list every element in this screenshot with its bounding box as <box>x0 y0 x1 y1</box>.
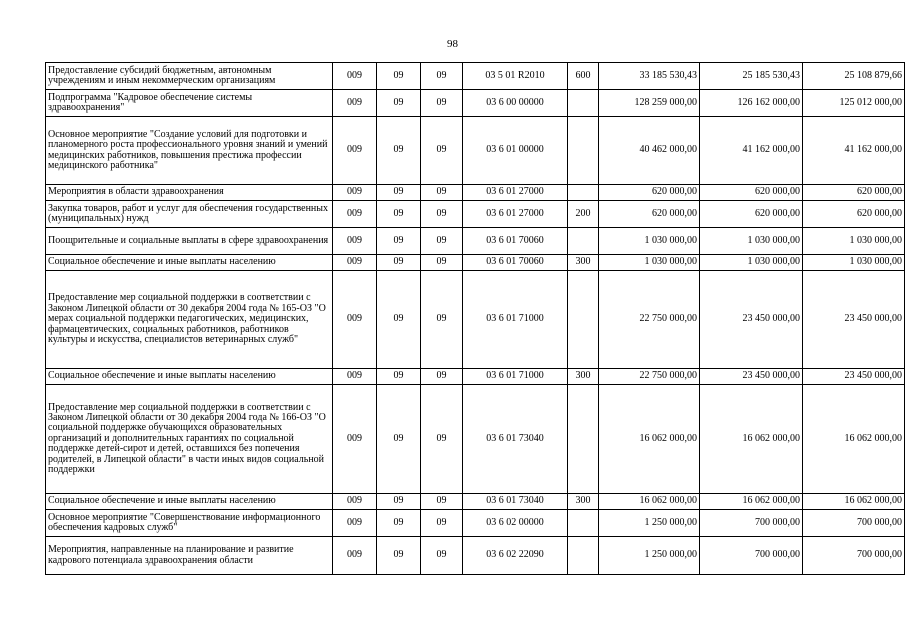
amount-year-2: 41 162 000,00 <box>700 117 803 185</box>
expense-type-code <box>568 510 599 537</box>
item-name: Мероприятия, направленные на планирование и развитие кадрового потенциала здравоохранения области <box>46 537 333 575</box>
subsection-code: 09 <box>421 255 463 271</box>
item-name: Закупка товаров, работ и услуг для обеспечения государственных (муниципальных) нужд <box>46 201 333 228</box>
amount-year-3: 1 030 000,00 <box>803 255 905 271</box>
subsection-code: 09 <box>421 537 463 575</box>
expense-type-code: 300 <box>568 494 599 510</box>
amount-year-3: 620 000,00 <box>803 185 905 201</box>
table-body <box>46 63 905 575</box>
target-article-code: 03 6 01 27000 <box>463 201 568 228</box>
table-row <box>46 271 905 369</box>
expense-type-code <box>568 90 599 117</box>
table-row <box>46 117 905 185</box>
section-code: 09 <box>377 369 421 385</box>
ministry-code: 009 <box>333 185 377 201</box>
ministry-code: 009 <box>333 385 377 494</box>
target-article-code: 03 6 01 70060 <box>463 228 568 255</box>
ministry-code: 009 <box>333 63 377 90</box>
table-row <box>46 228 905 255</box>
amount-year-2: 23 450 000,00 <box>700 271 803 369</box>
item-name: Предоставление мер социальной поддержки в соответствии с Законом Липецкой области от 30 декабря 2004 года № 166-ОЗ "О социальной поддержке обучающихся образовательных организаций и дополнительных гарантиях по социальной поддержке детей-сирот и детей, оставшихся без попечения родителей, в Липецкой области" в части иных видов социальной поддержки <box>46 385 333 494</box>
target-article-code: 03 6 02 22090 <box>463 537 568 575</box>
section-code: 09 <box>377 271 421 369</box>
amount-year-2: 620 000,00 <box>700 185 803 201</box>
subsection-code: 09 <box>421 369 463 385</box>
subsection-code: 09 <box>421 228 463 255</box>
subsection-code: 09 <box>421 185 463 201</box>
item-name: Предоставление мер социальной поддержки в соответствии с Законом Липецкой области от 30 декабря 2004 года № 165-ОЗ "О мерах социальной поддержки педагогических, медицинских, фармацевтических, социальных работников, работников культуры и искусства, специалистов ветеринарных служб" <box>46 271 333 369</box>
item-name: Основное мероприятие "Совершенствование информационного обеспечения кадровых служб" <box>46 510 333 537</box>
expense-type-code: 600 <box>568 63 599 90</box>
budget-table <box>45 62 905 575</box>
subsection-code: 09 <box>421 63 463 90</box>
amount-year-3: 125 012 000,00 <box>803 90 905 117</box>
ministry-code: 009 <box>333 494 377 510</box>
target-article-code: 03 6 01 70060 <box>463 255 568 271</box>
ministry-code: 009 <box>333 117 377 185</box>
amount-year-3: 23 450 000,00 <box>803 271 905 369</box>
amount-year-3: 700 000,00 <box>803 537 905 575</box>
amount-year-3: 1 030 000,00 <box>803 228 905 255</box>
amount-year-2: 25 185 530,43 <box>700 63 803 90</box>
target-article-code: 03 6 00 00000 <box>463 90 568 117</box>
amount-year-3: 16 062 000,00 <box>803 494 905 510</box>
item-name: Социальное обеспечение и иные выплаты населению <box>46 494 333 510</box>
section-code: 09 <box>377 255 421 271</box>
table-row <box>46 510 905 537</box>
amount-year-1: 1 250 000,00 <box>599 537 700 575</box>
expense-type-code <box>568 537 599 575</box>
amount-year-1: 16 062 000,00 <box>599 494 700 510</box>
table-row <box>46 494 905 510</box>
table-row <box>46 63 905 90</box>
ministry-code: 009 <box>333 537 377 575</box>
amount-year-1: 128 259 000,00 <box>599 90 700 117</box>
item-name: Социальное обеспечение и иные выплаты населению <box>46 255 333 271</box>
expense-type-code <box>568 185 599 201</box>
target-article-code: 03 6 01 00000 <box>463 117 568 185</box>
target-article-code: 03 6 01 71000 <box>463 271 568 369</box>
amount-year-1: 1 030 000,00 <box>599 255 700 271</box>
subsection-code: 09 <box>421 494 463 510</box>
subsection-code: 09 <box>421 117 463 185</box>
target-article-code: 03 5 01 R2010 <box>463 63 568 90</box>
subsection-code: 09 <box>421 201 463 228</box>
table-row <box>46 537 905 575</box>
amount-year-2: 1 030 000,00 <box>700 228 803 255</box>
section-code: 09 <box>377 201 421 228</box>
ministry-code: 009 <box>333 228 377 255</box>
subsection-code: 09 <box>421 90 463 117</box>
amount-year-2: 16 062 000,00 <box>700 494 803 510</box>
target-article-code: 03 6 02 00000 <box>463 510 568 537</box>
target-article-code: 03 6 01 71000 <box>463 369 568 385</box>
item-name: Поощрительные и социальные выплаты в сфере здравоохранения <box>46 228 333 255</box>
table-row <box>46 369 905 385</box>
ministry-code: 009 <box>333 271 377 369</box>
expense-type-code <box>568 228 599 255</box>
amount-year-1: 1 250 000,00 <box>599 510 700 537</box>
amount-year-3: 16 062 000,00 <box>803 385 905 494</box>
table-row <box>46 255 905 271</box>
amount-year-1: 16 062 000,00 <box>599 385 700 494</box>
table-row <box>46 385 905 494</box>
section-code: 09 <box>377 63 421 90</box>
section-code: 09 <box>377 185 421 201</box>
ministry-code: 009 <box>333 510 377 537</box>
amount-year-2: 126 162 000,00 <box>700 90 803 117</box>
target-article-code: 03 6 01 73040 <box>463 494 568 510</box>
page-number: 98 <box>447 38 458 50</box>
amount-year-1: 22 750 000,00 <box>599 271 700 369</box>
amount-year-1: 22 750 000,00 <box>599 369 700 385</box>
expense-type-code: 200 <box>568 201 599 228</box>
section-code: 09 <box>377 117 421 185</box>
expense-type-code: 300 <box>568 369 599 385</box>
amount-year-3: 700 000,00 <box>803 510 905 537</box>
amount-year-2: 16 062 000,00 <box>700 385 803 494</box>
amount-year-1: 40 462 000,00 <box>599 117 700 185</box>
amount-year-1: 33 185 530,43 <box>599 63 700 90</box>
section-code: 09 <box>377 228 421 255</box>
item-name: Социальное обеспечение и иные выплаты населению <box>46 369 333 385</box>
subsection-code: 09 <box>421 271 463 369</box>
expense-type-code: 300 <box>568 255 599 271</box>
ministry-code: 009 <box>333 369 377 385</box>
amount-year-1: 1 030 000,00 <box>599 228 700 255</box>
section-code: 09 <box>377 385 421 494</box>
item-name: Подпрограмма "Кадровое обеспечение системы здравоохранения" <box>46 90 333 117</box>
section-code: 09 <box>377 510 421 537</box>
amount-year-1: 620 000,00 <box>599 201 700 228</box>
amount-year-2: 700 000,00 <box>700 510 803 537</box>
subsection-code: 09 <box>421 510 463 537</box>
amount-year-2: 700 000,00 <box>700 537 803 575</box>
item-name: Предоставление субсидий бюджетным, автономным учреждениям и иным некоммерческим организациям <box>46 63 333 90</box>
subsection-code: 09 <box>421 385 463 494</box>
section-code: 09 <box>377 494 421 510</box>
amount-year-3: 620 000,00 <box>803 201 905 228</box>
amount-year-1: 620 000,00 <box>599 185 700 201</box>
amount-year-3: 23 450 000,00 <box>803 369 905 385</box>
table-row <box>46 185 905 201</box>
item-name: Мероприятия в области здравоохранения <box>46 185 333 201</box>
amount-year-2: 1 030 000,00 <box>700 255 803 271</box>
table-row <box>46 201 905 228</box>
amount-year-3: 25 108 879,66 <box>803 63 905 90</box>
item-name: Основное мероприятие "Создание условий для подготовки и планомерного роста профессионального уровня знаний и умений медицинских работников, повышения престижа профессии медицинского работника" <box>46 117 333 185</box>
expense-type-code <box>568 117 599 185</box>
target-article-code: 03 6 01 27000 <box>463 185 568 201</box>
section-code: 09 <box>377 90 421 117</box>
table-row <box>46 90 905 117</box>
target-article-code: 03 6 01 73040 <box>463 385 568 494</box>
expense-type-code <box>568 385 599 494</box>
ministry-code: 009 <box>333 201 377 228</box>
ministry-code: 009 <box>333 90 377 117</box>
ministry-code: 009 <box>333 255 377 271</box>
amount-year-3: 41 162 000,00 <box>803 117 905 185</box>
amount-year-2: 620 000,00 <box>700 201 803 228</box>
amount-year-2: 23 450 000,00 <box>700 369 803 385</box>
section-code: 09 <box>377 537 421 575</box>
expense-type-code <box>568 271 599 369</box>
